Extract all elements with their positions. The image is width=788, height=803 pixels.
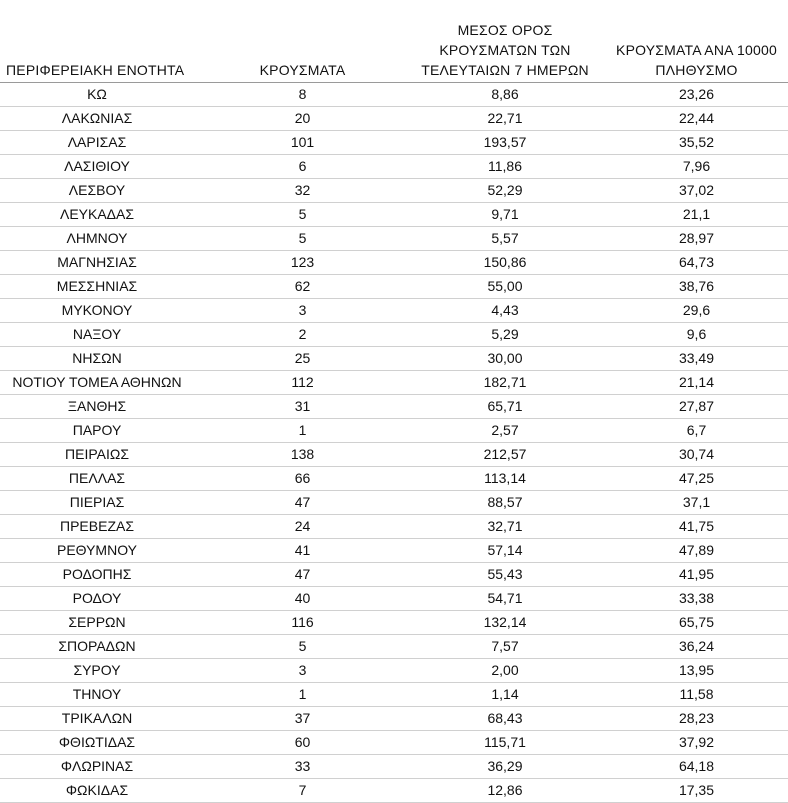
cases-cell: 31 — [200, 395, 405, 419]
avg7-cell: 5,57 — [405, 227, 605, 251]
region-cell: ΦΛΩΡΙΝΑΣ — [0, 755, 200, 779]
table-row — [0, 419, 788, 443]
region-cell: ΜΥΚΟΝΟΥ — [0, 299, 200, 323]
per10k-cell: 41,75 — [605, 515, 788, 539]
per10k-cell: 37,92 — [605, 731, 788, 755]
table-row — [0, 659, 788, 683]
region-cell: ΦΩΚΙΔΑΣ — [0, 779, 200, 803]
cases-cell: 5 — [200, 227, 405, 251]
per10k-cell: 37,02 — [605, 179, 788, 203]
table-row — [0, 611, 788, 635]
cases-cell: 3 — [200, 659, 405, 683]
header-row — [0, 0, 788, 83]
per10k-cell: 64,73 — [605, 251, 788, 275]
per10k-cell: 23,26 — [605, 83, 788, 107]
per10k-cell: 47,89 — [605, 539, 788, 563]
avg7-cell: 88,57 — [405, 491, 605, 515]
avg7-cell: 68,43 — [405, 707, 605, 731]
table-row — [0, 179, 788, 203]
avg7-cell: 65,71 — [405, 395, 605, 419]
avg7-cell: 7,57 — [405, 635, 605, 659]
cases-cell: 41 — [200, 539, 405, 563]
cases-cell: 66 — [200, 467, 405, 491]
avg7-cell: 113,14 — [405, 467, 605, 491]
table-row — [0, 707, 788, 731]
table-row — [0, 683, 788, 707]
cases-cell: 32 — [200, 179, 405, 203]
header-avg7-line2: ΚΡΟΥΣΜΑΤΩΝ ΤΩΝ — [439, 42, 571, 58]
per10k-cell: 28,97 — [605, 227, 788, 251]
cases-cell: 101 — [200, 131, 405, 155]
region-cell: ΞΑΝΘΗΣ — [0, 395, 200, 419]
per10k-cell: 38,76 — [605, 275, 788, 299]
region-cell: ΛΕΥΚΑΔΑΣ — [0, 203, 200, 227]
avg7-cell: 55,00 — [405, 275, 605, 299]
cases-cell: 138 — [200, 443, 405, 467]
table-row — [0, 587, 788, 611]
table-row — [0, 275, 788, 299]
table-row — [0, 347, 788, 371]
per10k-cell: 65,75 — [605, 611, 788, 635]
header-per10k — [605, 0, 788, 83]
cases-cell: 2 — [200, 323, 405, 347]
per10k-cell: 33,38 — [605, 587, 788, 611]
avg7-cell: 54,71 — [405, 587, 605, 611]
per10k-cell: 27,87 — [605, 395, 788, 419]
table-header — [0, 0, 788, 83]
cases-cell: 5 — [200, 635, 405, 659]
region-cell: ΝΗΣΩΝ — [0, 347, 200, 371]
avg7-cell: 4,43 — [405, 299, 605, 323]
table-row — [0, 491, 788, 515]
region-cell: ΤΗΝΟΥ — [0, 683, 200, 707]
table-row — [0, 131, 788, 155]
cases-cell: 112 — [200, 371, 405, 395]
table-row — [0, 299, 788, 323]
per10k-cell: 9,6 — [605, 323, 788, 347]
region-cell: ΠΕΙΡΑΙΩΣ — [0, 443, 200, 467]
avg7-cell: 193,57 — [405, 131, 605, 155]
avg7-cell: 30,00 — [405, 347, 605, 371]
region-cell: ΛΑΡΙΣΑΣ — [0, 131, 200, 155]
cases-cell: 60 — [200, 731, 405, 755]
table-row — [0, 395, 788, 419]
region-cell: ΣΠΟΡΑΔΩΝ — [0, 635, 200, 659]
header-per10k-line1: ΚΡΟΥΣΜΑΤΑ ΑΝΑ 10000 — [616, 42, 777, 58]
table-row — [0, 467, 788, 491]
table-body — [0, 83, 788, 803]
table-row — [0, 155, 788, 179]
header-avg7 — [405, 0, 605, 83]
cases-cell: 47 — [200, 491, 405, 515]
header-cases-label: ΚΡΟΥΣΜΑΤΑ — [259, 62, 346, 78]
avg7-cell: 5,29 — [405, 323, 605, 347]
table-row — [0, 83, 788, 107]
region-cell: ΡΟΔΟΠΗΣ — [0, 563, 200, 587]
table-row — [0, 515, 788, 539]
per10k-cell: 41,95 — [605, 563, 788, 587]
cases-cell: 37 — [200, 707, 405, 731]
table-row — [0, 779, 788, 803]
table-row — [0, 251, 788, 275]
per10k-cell: 35,52 — [605, 131, 788, 155]
header-avg7-line1: ΜΕΣΟΣ ΟΡΟΣ — [457, 22, 553, 38]
cases-cell: 116 — [200, 611, 405, 635]
cases-cell: 40 — [200, 587, 405, 611]
table-row — [0, 539, 788, 563]
avg7-cell: 9,71 — [405, 203, 605, 227]
avg7-cell: 36,29 — [405, 755, 605, 779]
avg7-cell: 150,86 — [405, 251, 605, 275]
per10k-cell: 21,14 — [605, 371, 788, 395]
avg7-cell: 8,86 — [405, 83, 605, 107]
table-row — [0, 563, 788, 587]
avg7-cell: 57,14 — [405, 539, 605, 563]
table-row — [0, 731, 788, 755]
region-cell: ΝΟΤΙΟΥ ΤΟΜΕΑ ΑΘΗΝΩΝ — [0, 371, 200, 395]
per10k-cell: 36,24 — [605, 635, 788, 659]
avg7-cell: 132,14 — [405, 611, 605, 635]
region-cell: ΜΑΓΝΗΣΙΑΣ — [0, 251, 200, 275]
avg7-cell: 1,14 — [405, 683, 605, 707]
region-cell: ΣΕΡΡΩΝ — [0, 611, 200, 635]
avg7-cell: 12,86 — [405, 779, 605, 803]
table-row — [0, 371, 788, 395]
region-cell: ΤΡΙΚΑΛΩΝ — [0, 707, 200, 731]
per10k-cell: 11,58 — [605, 683, 788, 707]
region-cell: ΚΩ — [0, 83, 200, 107]
region-cell: ΠΕΛΛΑΣ — [0, 467, 200, 491]
cases-cell: 24 — [200, 515, 405, 539]
per10k-cell: 22,44 — [605, 107, 788, 131]
region-cell: ΛΗΜΝΟΥ — [0, 227, 200, 251]
per10k-cell: 6,7 — [605, 419, 788, 443]
per10k-cell: 13,95 — [605, 659, 788, 683]
avg7-cell: 32,71 — [405, 515, 605, 539]
avg7-cell: 212,57 — [405, 443, 605, 467]
per10k-cell: 21,1 — [605, 203, 788, 227]
table-row — [0, 323, 788, 347]
avg7-cell: 22,71 — [405, 107, 605, 131]
per10k-cell: 17,35 — [605, 779, 788, 803]
cases-cell: 20 — [200, 107, 405, 131]
region-cell: ΛΑΣΙΘΙΟΥ — [0, 155, 200, 179]
cases-cell: 6 — [200, 155, 405, 179]
region-cell: ΜΕΣΣΗΝΙΑΣ — [0, 275, 200, 299]
avg7-cell: 52,29 — [405, 179, 605, 203]
region-cell: ΝΑΞΟΥ — [0, 323, 200, 347]
cases-cell: 5 — [200, 203, 405, 227]
per10k-cell: 29,6 — [605, 299, 788, 323]
cases-cell: 1 — [200, 683, 405, 707]
cases-cell: 1 — [200, 419, 405, 443]
per10k-cell: 64,18 — [605, 755, 788, 779]
per10k-cell: 30,74 — [605, 443, 788, 467]
avg7-cell: 2,00 — [405, 659, 605, 683]
avg7-cell: 55,43 — [405, 563, 605, 587]
table-row — [0, 443, 788, 467]
region-cell: ΛΕΣΒΟΥ — [0, 179, 200, 203]
header-cases — [200, 0, 405, 83]
table-row — [0, 227, 788, 251]
table-row — [0, 635, 788, 659]
avg7-cell: 11,86 — [405, 155, 605, 179]
cases-cell: 8 — [200, 83, 405, 107]
header-region — [0, 0, 200, 83]
region-cell: ΛΑΚΩΝΙΑΣ — [0, 107, 200, 131]
table-row — [0, 203, 788, 227]
per10k-cell: 37,1 — [605, 491, 788, 515]
cases-cell: 7 — [200, 779, 405, 803]
cases-cell: 62 — [200, 275, 405, 299]
avg7-cell: 115,71 — [405, 731, 605, 755]
cases-cell: 47 — [200, 563, 405, 587]
header-region-label: ΠΕΡΙΦΕΡΕΙΑΚΗ ΕΝΟΤΗΤΑ — [6, 62, 185, 78]
cases-cell: 3 — [200, 299, 405, 323]
table-row — [0, 107, 788, 131]
region-cell: ΣΥΡΟΥ — [0, 659, 200, 683]
region-cell: ΦΘΙΩΤΙΔΑΣ — [0, 731, 200, 755]
per10k-cell: 7,96 — [605, 155, 788, 179]
region-cell: ΡΕΘΥΜΝΟΥ — [0, 539, 200, 563]
avg7-cell: 182,71 — [405, 371, 605, 395]
region-cell: ΠΡΕΒΕΖΑΣ — [0, 515, 200, 539]
cases-cell: 123 — [200, 251, 405, 275]
cases-cell: 25 — [200, 347, 405, 371]
per10k-cell: 33,49 — [605, 347, 788, 371]
region-cell: ΠΙΕΡΙΑΣ — [0, 491, 200, 515]
header-per10k-line2: ΠΛΗΘΥΣΜΟ — [655, 62, 738, 78]
per10k-cell: 28,23 — [605, 707, 788, 731]
region-cell: ΡΟΔΟΥ — [0, 587, 200, 611]
per10k-cell: 47,25 — [605, 467, 788, 491]
cases-cell: 33 — [200, 755, 405, 779]
region-cell: ΠΑΡΟΥ — [0, 419, 200, 443]
header-avg7-line3: ΤΕΛΕΥΤΑΙΩΝ 7 ΗΜΕΡΩΝ — [421, 62, 589, 78]
avg7-cell: 2,57 — [405, 419, 605, 443]
